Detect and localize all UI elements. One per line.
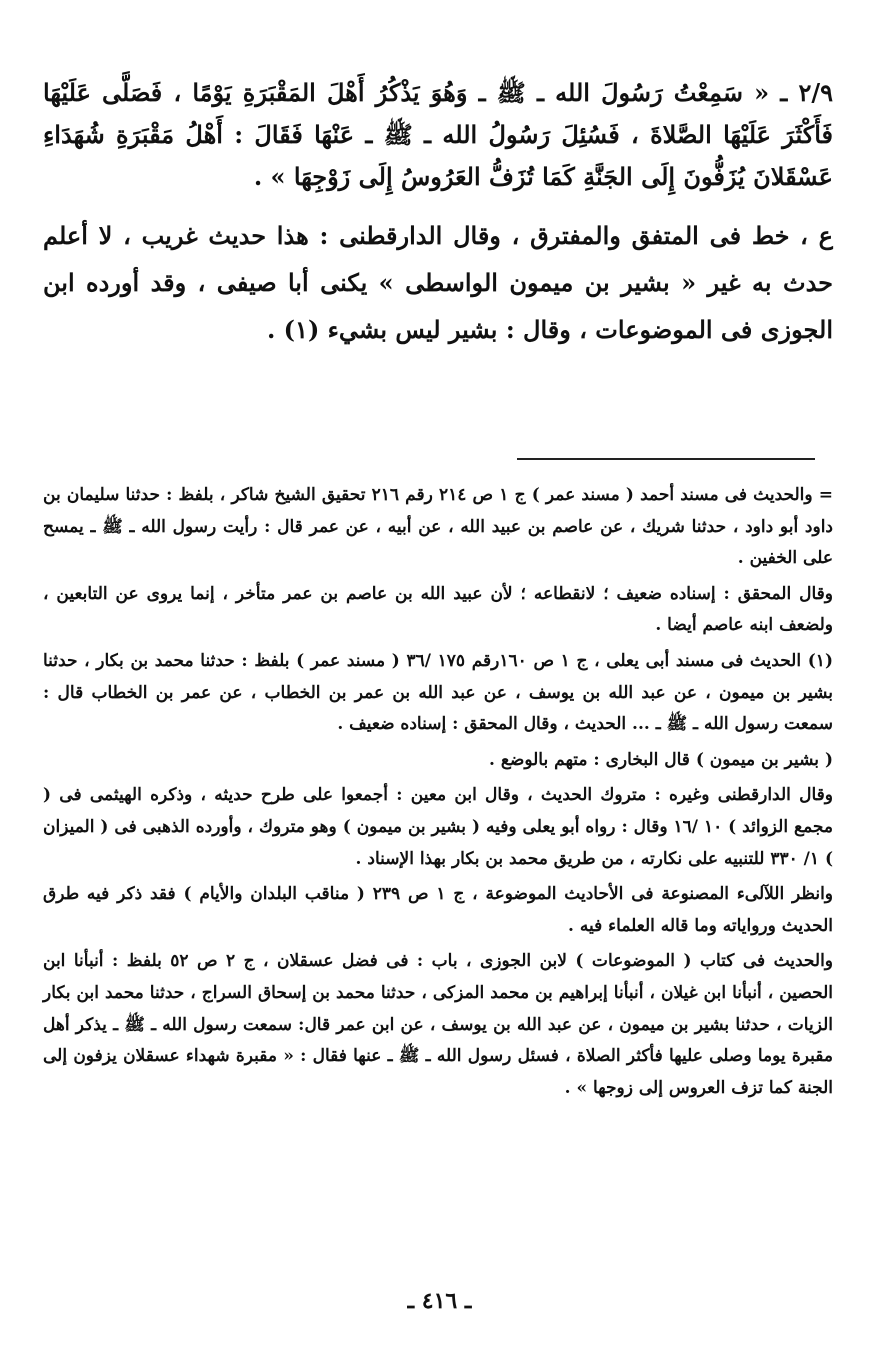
main-text	[43, 72, 833, 353]
footnote-paragraph: ( بشير بن ميمون ) قال البخارى : متهم بالوضع .	[489, 749, 833, 770]
footnote-paragraph: (١) الحديث فى مسند أبى يعلى ، ج ١ ص ١٦٠رقم ١٧٥ /٣٦ ( مسند عمر ) بلفظ : حدثنا محمد بن بكار ، حدثنا بشير بن ميمون ، عن عبد الله بن يوسف ، عن عبد الله بن عمر بن الخطاب ، عن عمر بن الخطاب قال : سمعت رسول الله ـ ﷺ ـ ... الحديث ، وقال المحقق : إسناده ضعيف .	[43, 650, 833, 735]
footnote-paragraph: وقال الدارقطنى وغيره : متروك الحديث ، وقال ابن معين : أجمعوا على طرح حديثه ، وذكره الهيثمى فى ( مجمع الزوائد ) ١٠ /١٦ وقال : رواه أبو يعلى وفيه ( بشير بن ميمون ) وهو متروك ، وأورده الذهبى فى ( الميزان ) ١/ ٣٣٠ للتنبيه على نكارته ، من طريق محمد بن بكار بهذا الإسناد .	[43, 785, 833, 869]
hadith-text: ٢/٩ ـ « سَمِعْتُ رَسُولَ الله ـ ﷺ ـ وَهُوَ يَذْكُرُ أَهْلَ المَقْبَرَةِ يَوْمًا ، فَصَلَّى عَلَيْهَا فَأَكْثَرَ عَلَيْهَا الصَّلاةَ ، فَسُئِلَ رَسُولُ الله ـ ﷺ ـ عَنْهَا فَقَالَ : أَهْلُ مَقْبَرَةِ شُهَدَاءِ عَسْقَلانَ يُزَفُّونَ إِلَى الجَنَّةِ كَمَا تُزَفُّ العَرُوسُ إِلَى زَوْجِهَا » .	[43, 78, 833, 191]
footnote-divider	[517, 458, 815, 460]
page-number: ـ ٤١٦ ـ	[407, 1288, 472, 1314]
footnote-paragraph: والحديث فى كتاب ( الموضوعات ) لابن الجوزى ، باب : فى فضل عسقلان ، ج ٢ ص ٥٢ بلفظ : أنبأنا ابن الحصين ، أنبأنا ابن غيلان ، أنبأنا إبراهيم بن محمد المزكى ، حدثنا محمد بن إسحاق السراج ، حدثنا محمد ابن بكار الزيات ، حدثنا بشير بن ميمون ، عن عبد الله بن يوسف ، عن ابن عمر قال: سمعت رسول الله ـ ﷺ ـ يذكر أهل مقبرة يوما وصلى عليها فأكثر الصلاة ، فسئل رسول الله ـ ﷺ ـ عنها فقال : « مقبرة شهداء عسقلان يزفون إلى الجنة كما تزف العروس إلى زوجها » .	[43, 951, 834, 1098]
footnote-paragraph: وقال المحقق : إسناده ضعيف ؛ لانقطاعه ؛ لأن عبيد الله بن عاصم بن عمر متأخر ، إنما يروى عن التابعين ، ولضعف ابنه عاصم أيضا .	[43, 583, 833, 636]
footnote-paragraph: = والحديث فى مسند أحمد ( مسند عمر ) ج ١ ص ٢١٤ رقم ٢١٦ تحقيق الشيخ شاكر ، بلفظ : حدثنا سليمان بن داود أبو داود ، حدثنا شريك ، عن عاصم بن عبيد الله ، عن أبيه ، عن عمر قال : رأيت رسول الله ـ ﷺ ـ يمسح على الخفين .	[43, 485, 834, 569]
footnotes	[43, 480, 833, 1104]
footnote-paragraph: وانظر اللآلىء المصنوعة فى الأحاديث الموضوعة ، ج ١ ص ٢٣٩ ( مناقب البلدان والأيام ) فقد ذكر فيه طرق الحديث ورواياته وما قاله العلماء فيه .	[43, 884, 834, 936]
commentary-text: ع ، خط فى المتفق والمفترق ، وقال الدارقطنى : هذا حديث غريب ، لا أعلم حدث به غير « بشير بن ميمون الواسطى » يكنى أبا صيفى ، وقد أورده ابن الجوزى فى الموضوعات ، وقال : بشير ليس بشيء (١) .	[43, 221, 833, 344]
